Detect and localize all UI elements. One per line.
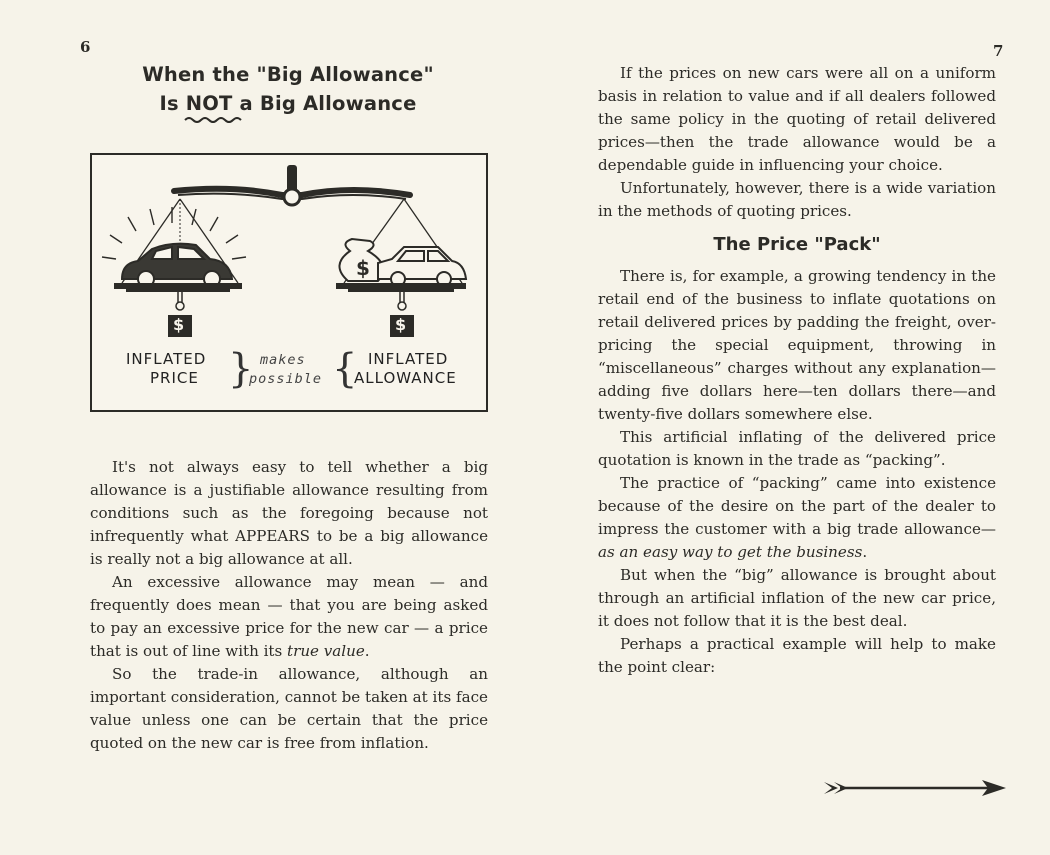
title-line-2-post: a Big Allowance xyxy=(232,92,417,115)
left-body-text xyxy=(90,456,488,755)
left-page xyxy=(88,60,488,752)
title-not-word: NOT xyxy=(186,89,233,118)
svg-text:$: $ xyxy=(356,256,370,280)
squiggle-underline-icon xyxy=(184,116,248,124)
right-page xyxy=(598,62,996,679)
inflated-price-label-1: INFLATED xyxy=(126,350,207,368)
paragraph: It's not always easy to tell whether a big allowance is a justifiable allowance resulting from conditions such as the foregoing because not infrequently what APPEARS to be a big allowance is really not a big allowance at all. xyxy=(90,458,488,568)
left-weight-dollar: $ xyxy=(173,315,185,334)
page-number-right: 7 xyxy=(993,42,1004,60)
scale-illustration: $ $ $ INFLATED PRICE } makes possible { INFLATED ALLOWANCE xyxy=(90,153,488,412)
paragraph: If the prices on new cars were all on a uniform basis in relation to value and if all dealers followed the same policy in the quoting of retail delivered prices—then the trade allowance would be a dependable guide in influencing your choice. xyxy=(598,64,996,174)
paragraph: So the trade-in allowance, although an important consideration, cannot be taken at its face value unless one can be certain that the price quoted on the new car is free from inflation. xyxy=(90,665,488,752)
makes-text: makes xyxy=(260,352,306,368)
title-line-2-pre: Is xyxy=(159,92,186,115)
paragraph: An excessive allowance may mean — and frequently does mean — that you are being asked to pay an excessive price for the new car — a price that is out of line with its true value. xyxy=(90,573,488,660)
paragraph: There is, for example, a growing tendency in the retail end of the business to inflate quotations on retail delivered prices by padding the freight, over-pricing the special equipment, throwing in “miscellaneous” charges without any explanation—adding five dollars here—ten dollars there—and twenty-five dollars somewhere else. xyxy=(598,267,996,423)
page-title xyxy=(88,60,488,118)
inflated-allowance-label-1: INFLATED xyxy=(368,350,449,368)
page-number-left: 6 xyxy=(80,38,91,56)
right-weight-dollar: $ xyxy=(395,315,407,334)
title-line-1: When the "Big Allowance" xyxy=(142,63,434,86)
next-page-arrow-icon xyxy=(822,778,1008,798)
paragraph: Unfortunately, however, there is a wide variation in the methods of quoting prices. xyxy=(598,179,996,220)
paragraph: But when the “big” allowance is brought about through an artificial inflation of the new car price, it does not follow that it is the best deal. xyxy=(598,566,996,630)
possible-text: possible xyxy=(249,371,323,387)
paragraph: This artificial inflating of the delivered price quotation is known in the trade as “packing”. xyxy=(598,428,996,469)
paragraph: The practice of “packing” came into existence because of the desire on the part of the dealer to impress the customer with a big trade allowance—as an easy way to get the business. xyxy=(598,474,996,561)
inflated-price-label-2: PRICE xyxy=(150,369,199,387)
section-heading: The Price "Pack" xyxy=(713,234,881,255)
inflated-allowance-label-2: ALLOWANCE xyxy=(354,369,457,387)
paragraph: Perhaps a practical example will help to make the point clear: xyxy=(598,635,996,676)
